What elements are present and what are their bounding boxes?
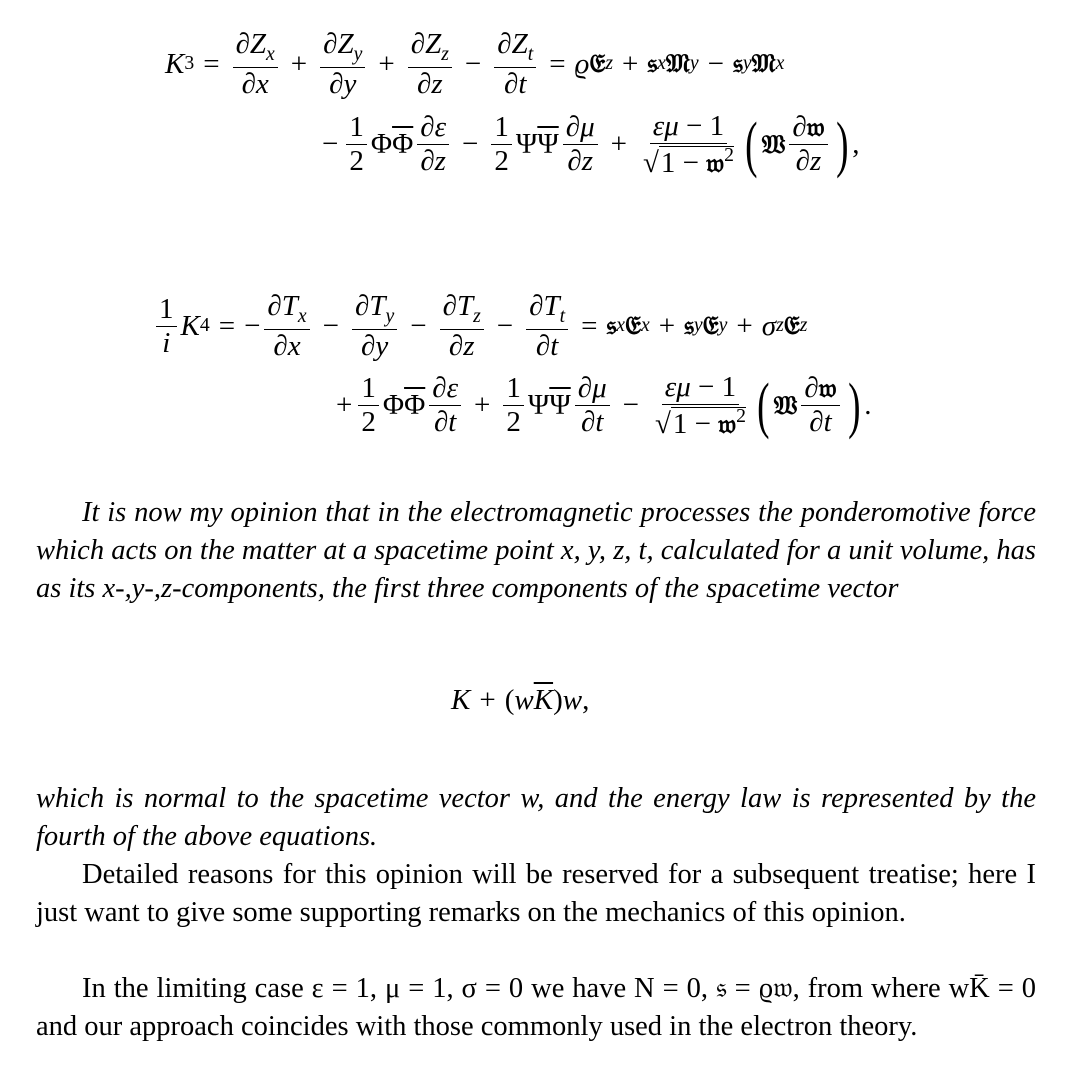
equation-97-line-2: + $\frac{1}{2}$ $\Phi\overline{\Phi}$ $\frac{\partial\varepsilon}{\partial t}$ + $\frac{1}{2}$ $\Psi\overline{\Psi}$ $\frac{\partial\mu}{\partial t}$ − $\frac{\varepsilon\mu - 1}{√1 - 𝔴^2}$ ( 𝔚 $\frac{\text{∂𝔴}}{\partial t}$ ) .	[336, 371, 872, 440]
paragraph-reasons: Detailed reasons for this opinion will be reserved for a subsequent treatise; here I just want to give some supporting remarks on the mechanics of this opinion.	[36, 859, 1036, 928]
equation-96-line-2: − $\frac{1}{2}$ $\Phi\overline{\Phi}$ $\frac{\partial\varepsilon}{\partial z}$ − $\frac{1}{2}$ $\Psi\overline{\Psi}$ $\frac{\partial\mu}{\partial z}$ + $\frac{\varepsilon\mu - 1}{√1 - 𝔴^2}$ ( 𝔚 $\frac{\text{∂𝔴}}{\partial z}$ ) ,	[322, 110, 860, 179]
equation-97-line-1: $\frac{1}{i}$ K 4 = − $\frac{\partial T_x}{\partial x}$ − $\frac{\partial T_y}{\partial y}$ − $\frac{\partial T_z}{\partial z}$ − $\frac{\partial T_t}{\partial t}$ = 𝔰 x 𝔈 x + 𝔰 y 𝔈 y + σ z 𝔈 z	[152, 292, 807, 361]
equation-98-body: K + ( w $\overline{K}$ ) w ,	[451, 684, 590, 716]
paragraph-opinion: It is now my opinion that in the electromagnetic processes the ponderomotive force which acts on the matter at a spacetime point x, y, z, t, calculated for a unit volume, has as its x-,y-,z-components, the first three components of the spacetime vector	[36, 497, 1036, 604]
equation-96-line-1: K 3 = $\frac{\partial Z_x}{\partial x}$ + $\frac{\partial Z_y}{\partial y}$ + $\frac{\partial Z_z}{\partial z}$ − $\frac{\partial Z_t}{\partial t}$ = ϱ 𝔈 z + 𝔰 x 𝔐 y − 𝔰 y 𝔐 x	[165, 28, 785, 100]
paragraph-normal: which is normal to the spacetime vector w, and the energy law is represented by the fourth of the above equations.	[36, 783, 1036, 852]
paragraph-limiting-case: In the limiting case ε = 1, μ = 1, σ = 0 we have N = 0, 𝔰 = ϱ𝔴, from where wK̄ = 0 and our approach coincides with those commonly used in the electron theory.	[36, 973, 1036, 1042]
